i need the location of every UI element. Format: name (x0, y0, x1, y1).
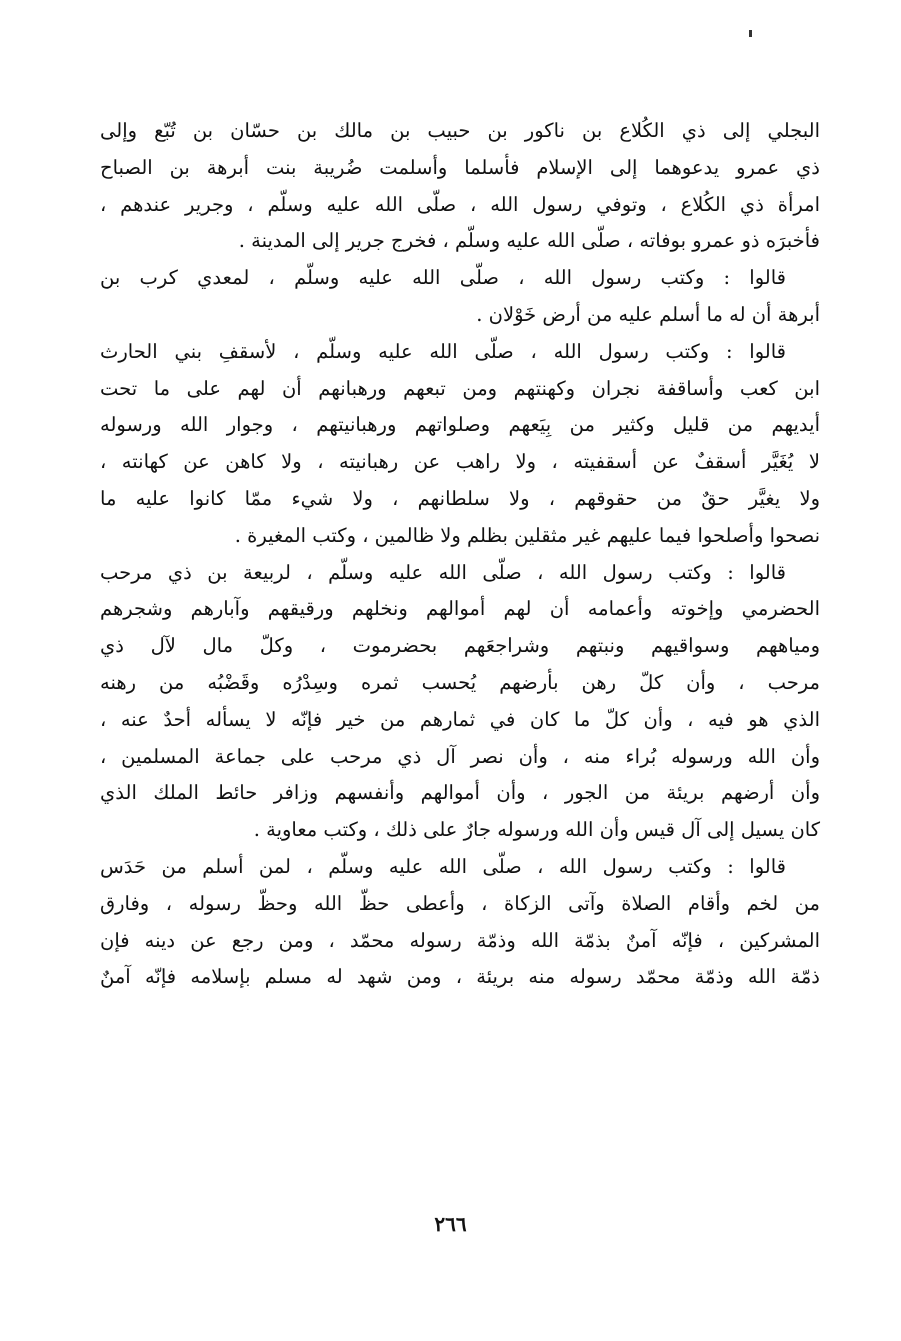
text-line: الحضرمي وإخوته وأعمامه أن لهم أموالهم ونخلهم ورقيقهم وآبارهم وشجرهم (100, 597, 820, 621)
text-line: كان يسيل إلى آل قيس وأن الله ورسوله جارٌ على ذلك ، وكتب معاوية . (253, 818, 820, 842)
text-line: ولا يغيَّر حقٌ من حقوقهم ، ولا سلطانهم ، ولا شيء ممّا كانوا عليه ما (100, 486, 820, 510)
text-line: قالوا : وكتب رسول الله ، صلّى الله عليه وسلّم ، لمعدي كرب بن (100, 266, 786, 290)
text-line: ابن كعب وأساقفة نجران وكهنتهم ومن تبعهم ورهبانهم أن لهم على ما تحت (100, 376, 820, 400)
text-line: امرأة ذي الكُلاع ، وتوفي رسول الله ، صلّى الله عليه وسلّم ، وجرير عندهم ، (100, 192, 820, 216)
text-line: قالوا : وكتب رسول الله ، صلّى الله عليه وسلّم ، لربيعة بن ذي مرحب (100, 560, 786, 584)
text-line: أيديهم من قليل وكثير من بِيَعهم وصلواتهم ورهبانيتهم ، وجوار الله ورسوله (100, 413, 820, 437)
text-line: وأن الله ورسوله بُراء منه ، وأن نصر آل ذي مرحب على جماعة المسلمين ، (100, 744, 820, 768)
text-line: نصحوا وأصلحوا فيما عليهم غير مثقلين بظلم ولا ظالمين ، وكتب المغيرة . (234, 523, 820, 547)
page-number: ٢٦٦ (434, 1212, 467, 1236)
text-line: فأخبرَه ذو عمرو بوفاته ، صلّى الله عليه وسلّم ، فخرج جرير إلى المدينة . (238, 229, 820, 253)
text-line: أبرهة أن له ما أسلم عليه من أرض خَوْلان . (476, 302, 820, 326)
text-line: قالوا : وكتب رسول الله ، صلّى الله عليه وسلّم ، لمن أسلم من حَدَس (100, 854, 786, 878)
text-line: قالوا : وكتب رسول الله ، صلّى الله عليه وسلّم ، لأسقفِ بني الحارث (100, 339, 786, 363)
text-line: وأن أرضهم بريئة من الجور ، وأن أموالهم وأنفسهم وزافر حائط الملك الذي (100, 781, 820, 805)
text-line: ومياههم وسواقيهم ونبتهم وشراجعَهم بحضرموت ، وكلّ مال لآل ذي (100, 634, 820, 658)
body-text (100, 113, 820, 996)
text-line: لا يُغَيَّر أسقفٌ عن أسقفيته ، ولا راهب عن رهبانيته ، ولا كاهن عن كهانته ، (100, 450, 820, 474)
text-line: مرحب ، وأن كلّ رهن بأرضهم يُحسب ثمره وسِدْرُه وقَضْبُه من رهنه (100, 670, 820, 694)
text-line: ذمّة الله وذمّة محمّد رسوله منه بريئة ، ومن شهد له مسلم بإسلامه فإنّه آمنٌ (100, 965, 820, 989)
text-line: المشركين ، فإنّه آمنٌ بذمّة الله وذمّة رسوله محمّد ، ومن رجع عن دينه فإن (100, 928, 820, 952)
scan-mark (749, 30, 752, 37)
text-line: البجلي إلى ذي الكُلاع بن ناكور بن حبيب بن مالك بن حسّان بن تُبّع وإلى (100, 119, 820, 142)
text-line: الذي هو فيه ، وأن كلّ ما كان في ثمارهم من خير فإنّه لا يسأله أحدٌ عنه ، (100, 707, 820, 731)
text-line: ذي عمرو يدعوهما إلى الإسلام فأسلما وأسلمت ضُريبة بنت أبرهة بن الصباح (100, 155, 820, 179)
text-line: من لخم وأقام الصلاة وآتى الزكاة ، وأعطى حظّ الله وحظّ رسوله ، وفارق (100, 891, 820, 915)
